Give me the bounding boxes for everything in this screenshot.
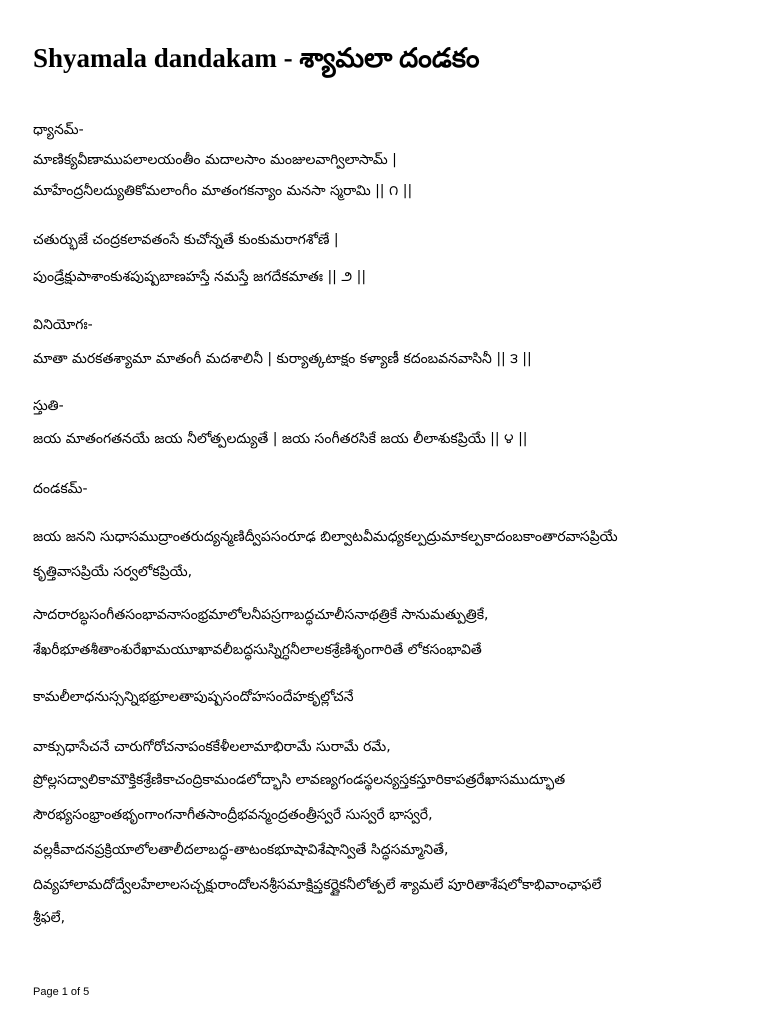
dandakam-paragraph-4-line-4: వల్లకీవాదనప్రక్రియాలోలతాలీదలాబద్ధ-తాటంకభూషావిశేషాన్వితే సిద్ధసమ్మానితే, [33, 842, 449, 858]
dandakam-paragraph-3-line-1: కామలీలాధనుస్సన్నిభభ్రూలతాపుష్పసందోహసందేహకృల్లోచనే [33, 689, 354, 705]
verse-2-line-1: చతుర్భుజే చంద్రకలావతంసే కుచోన్నతే కుంకుమరాగశోణే | [33, 232, 339, 248]
dandakam-paragraph-2-line-1: సాదరారబ్ధసంగీతసంభావనాసంభ్రమాలోలనీపస్రగాబద్ధచూలీసనాథత్రికే సానుమత్పుత్రికే, [33, 607, 489, 623]
dandakam-paragraph-4-line-6: శ్రీఫలే, [33, 910, 66, 926]
dhyanam-heading: ధ్యానమ్- [33, 122, 84, 138]
viniyoga-line-1: మాతా మరకతశ్యామా మాతంగీ మదశాలినీ | కుర్యాత్కటాక్షం కళ్యాణీ కదంబవనవాసినీ || ౩ || [33, 351, 532, 367]
dandakam-paragraph-1-line-1: జయ జనని సుధాసముద్రాంతరుద్యన్మణిద్వీపసంరూఢ బిల్వాటవీమధ్యకల్పద్రుమాకల్పకాదంబకాంతారవాసప్రియే [33, 529, 618, 545]
dandakam-paragraph-4-line-3: సౌరభ్యసంభ్రాంతభృంగాంగనాగీతసాంద్రీభవన్మంద్రతంత్రీస్వరే సుస్వరే భాస్వరే, [33, 807, 433, 823]
verse-2-line-2: పుండ్రేక్షుపాశాంకుశపుష్పబాణహస్తే నమస్తే జగదేకమాతః || ౨ || [33, 269, 367, 285]
dandakam-paragraph-4-line-2: ప్రోల్లసద్వాలికామౌక్తికశ్రేణికాచంద్రికామండలోద్భాసి లావణ్యగండస్థలన్యస్తకస్తూరికాపత్రరేఖాసముద్భూత [33, 772, 566, 788]
stuti-heading: స్తుతి- [33, 398, 64, 414]
viniyoga-heading: వినియోగః- [33, 317, 93, 333]
stuti-line-1: జయ మాతంగతనయే జయ నీలోత్పలద్యుతే | జయ సంగీతరసికే జయ లీలాశుకప్రియే || ౪ || [33, 431, 528, 447]
dandakam-paragraph-1-line-2: కృత్తివాసప్రియే సర్వలోకప్రియే, [33, 564, 193, 580]
dandakam-paragraph-4-line-5: దివ్యహాలామదోద్వేలహేలాలసచ్చక్షురాందోలనశ్రీసమాక్షిప్తకర్ణైకనీలోత్పలే శ్యామలే పూరితాశేషలోకాభివాంఛాఫలే [33, 877, 602, 893]
dandakam-paragraph-4-line-1: వాక్సుధాసేచనే చారుగోరోచనాపంకకేళీలలామాభిరామే సురామే రమే, [33, 739, 391, 755]
dandakam-heading: దండకమ్- [33, 481, 88, 497]
dhyanam-line-2: మాహేంద్రనీలద్యుతికోమలాంగీం మాతంగకన్యాం మనసా స్మరామి || ౧ || [33, 183, 413, 199]
dhyanam-line-1: మాణిక్యవీణాముపలాలయంతీం మదాలసాం మంజులవాగ్విలాసామ్ | [33, 152, 397, 168]
page-number-footer: Page 1 of 5 [33, 986, 90, 998]
dandakam-paragraph-2-line-2: శేఖరీభూతశీతాంశురేఖామయూఖావలీబద్ధసుస్నిగ్ధనీలాలకశ్రేణిశృంగారితే లోకసంభావితే [33, 642, 482, 658]
document-title: Shyamala dandakam - శ్యామలా దండకం [33, 43, 480, 73]
